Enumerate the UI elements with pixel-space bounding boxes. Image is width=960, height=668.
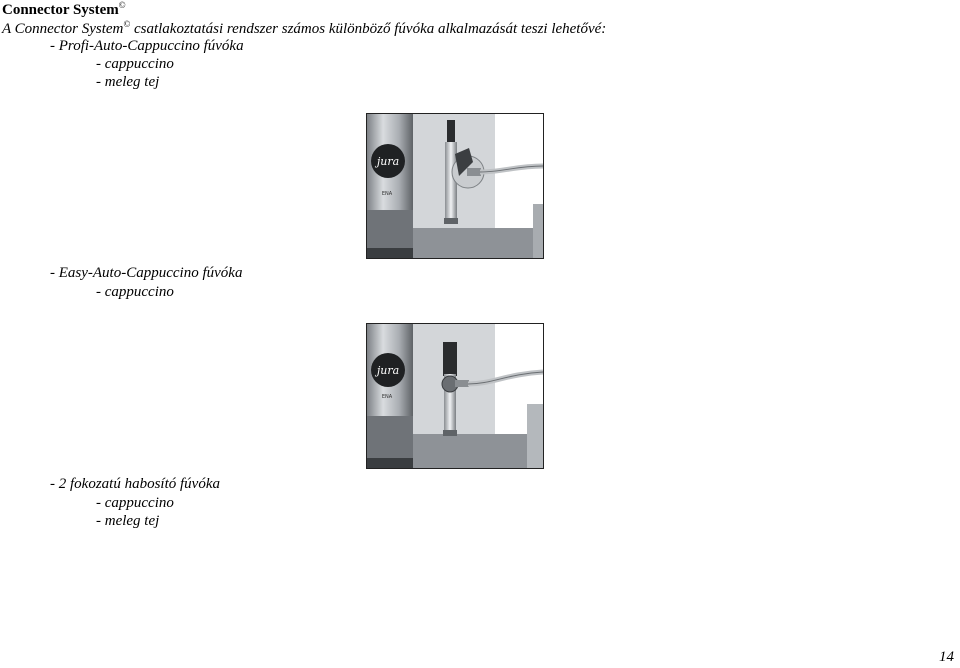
intro-text: A Connector System© csatlakoztatási rendszer számos különböző fúvóka alkalmazását teszi lehetővé: xyxy=(2,19,607,37)
jura-logo-text: jura xyxy=(376,155,400,168)
ena-label: ENA xyxy=(381,191,393,197)
section3-item-1: - cappuccino xyxy=(96,495,174,511)
section1-item-2: - meleg tej xyxy=(96,74,160,90)
section1-item-1: - cappuccino xyxy=(96,56,174,72)
section2-item-1: - cappuccino xyxy=(96,284,174,300)
ena-label-2: ENA xyxy=(381,394,393,400)
page-title: Connector System© xyxy=(2,0,126,18)
jura-logo-text-2: jura xyxy=(376,364,400,377)
profi-nozzle-photo xyxy=(366,113,544,259)
section3-item-2: - meleg tej xyxy=(96,513,160,529)
page-number: 14 xyxy=(939,649,954,665)
section2-heading: - Easy-Auto-Cappuccino fúvóka xyxy=(50,265,243,281)
section3-heading: - 2 fokozatú habosító fúvóka xyxy=(50,476,220,492)
section1-heading: - Profi-Auto-Cappuccino fúvóka xyxy=(50,38,244,54)
easy-nozzle-photo xyxy=(366,323,544,469)
